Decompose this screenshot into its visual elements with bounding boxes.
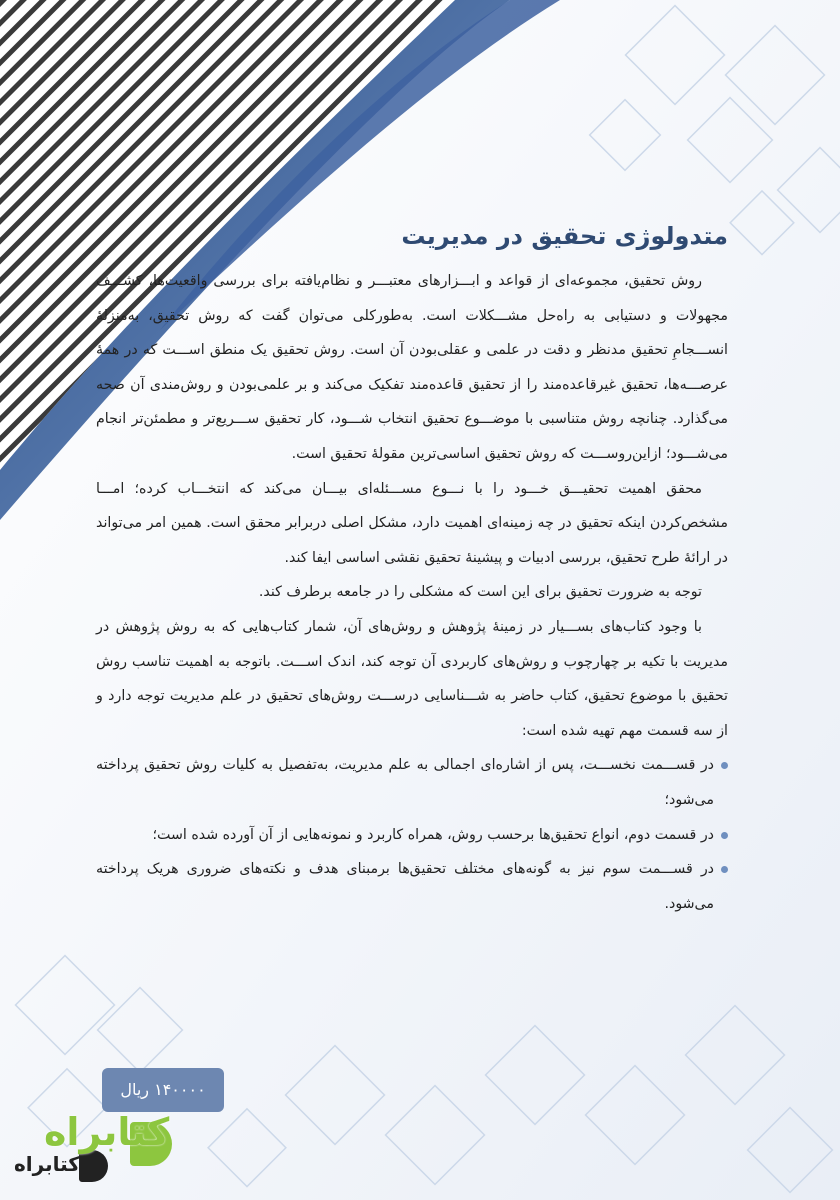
list-item: در قســـمت سوم نیز به گونه‌های مختلف تحقیق‌ها برمبنای هدف و نکته‌های ضروری هریک پرداخته می‌شود. xyxy=(96,852,728,921)
bullet-icon xyxy=(721,866,728,873)
bullet-icon xyxy=(721,762,728,769)
list-item: در قسمت دوم، انواع تحقیق‌ها برحسب روش، همراه کاربرد و نمونه‌هایی از آن آورده شده است؛ xyxy=(96,818,728,853)
book-title: متدولوژی تحقیق در مدیریت xyxy=(401,222,728,250)
publisher-logo-small xyxy=(14,1146,134,1182)
bullet-icon xyxy=(721,832,728,839)
price-label: ۱۴۰۰۰۰ ریال xyxy=(102,1068,224,1112)
paragraph: با وجود کتاب‌های بســـیار در زمینهٔ پژوهش و روش‌های آن، شمار کتاب‌هایی که به روش پژوهش در مدیریت با تکیه بر چهارچوب و روش‌های کاربردی آن توجه کند، اندک اســـت. باتوجه به اهمیت تناسب روش تحقیق با موضوع تحقیق، کتاب حاضر به شـــناسایی درســـت روش‌های تحقیق در علم مدیریت توجه دارد و از سه قسمت مهم تهیه شده است: xyxy=(96,618,728,739)
paragraph: روش تحقیق، مجموعه‌ای از قواعد و ابـــزارهای معتبـــر و نظام‌یافته برای بررسی واقعیت‌ها، کشـــف مجهولات و دستیابی به راه‌حل مشـــکلات است. به‌طورکلی می‌توان گفت که روش تحقیق، به‌منزلهٔ انســـجامِ تحقیق مدنظر و دقت در علمی و عقلی‌بودن آن است. روش تحقیق یک منطق اســـت که در همهٔ عرصـــه‌ها، تحقیق غیرقاعده‌مند را از تحقیق قاعده‌مند تفکیک می‌کند و بر علمی‌بودن و روش‌مندی آن صحه می‌گذارد. چنانچه روش متناسبی با موضـــوع تحقیق انتخاب شـــود، کار تحقیق ســـریع‌تر و مطمئن‌تر انجام می‌شـــود؛ ازاین‌روســـت که روش تحقیق اساسی‌ترین مقولهٔ تحقیق است. xyxy=(96,273,728,462)
section-list xyxy=(96,748,728,921)
paragraph: محقق اهمیت تحقیـــق خـــود را با نـــوع مســـئله‌ای بیـــان می‌کند که انتخـــاب کرده؛ امـــا مشخص‌کردن اینکه تحقیق در چه زمینه‌ای اهمیت دارد، مشکل اصلی دربرابر محقق است. همین امر می‌تواند در ارائهٔ طرح تحقیق، بررسی ادبیات و پیشینهٔ تحقیق نقشی اساسی ایفا کند. xyxy=(96,480,728,566)
publisher-logo-text: کتابراه xyxy=(44,1110,170,1154)
back-cover-text xyxy=(96,214,728,921)
list-item: در قســـمت نخســـت، پس از اشاره‌ای اجمالی به علم مدیریت، به‌تفصیل به کلیات روش تحقیق پرداخته می‌شود؛ xyxy=(96,748,728,817)
paragraph: توجه به ضرورت تحقیق برای این است که مشکلی را در جامعه برطرف کند. xyxy=(258,584,702,601)
publisher-logo-text-small: کتابراه xyxy=(14,1152,80,1176)
